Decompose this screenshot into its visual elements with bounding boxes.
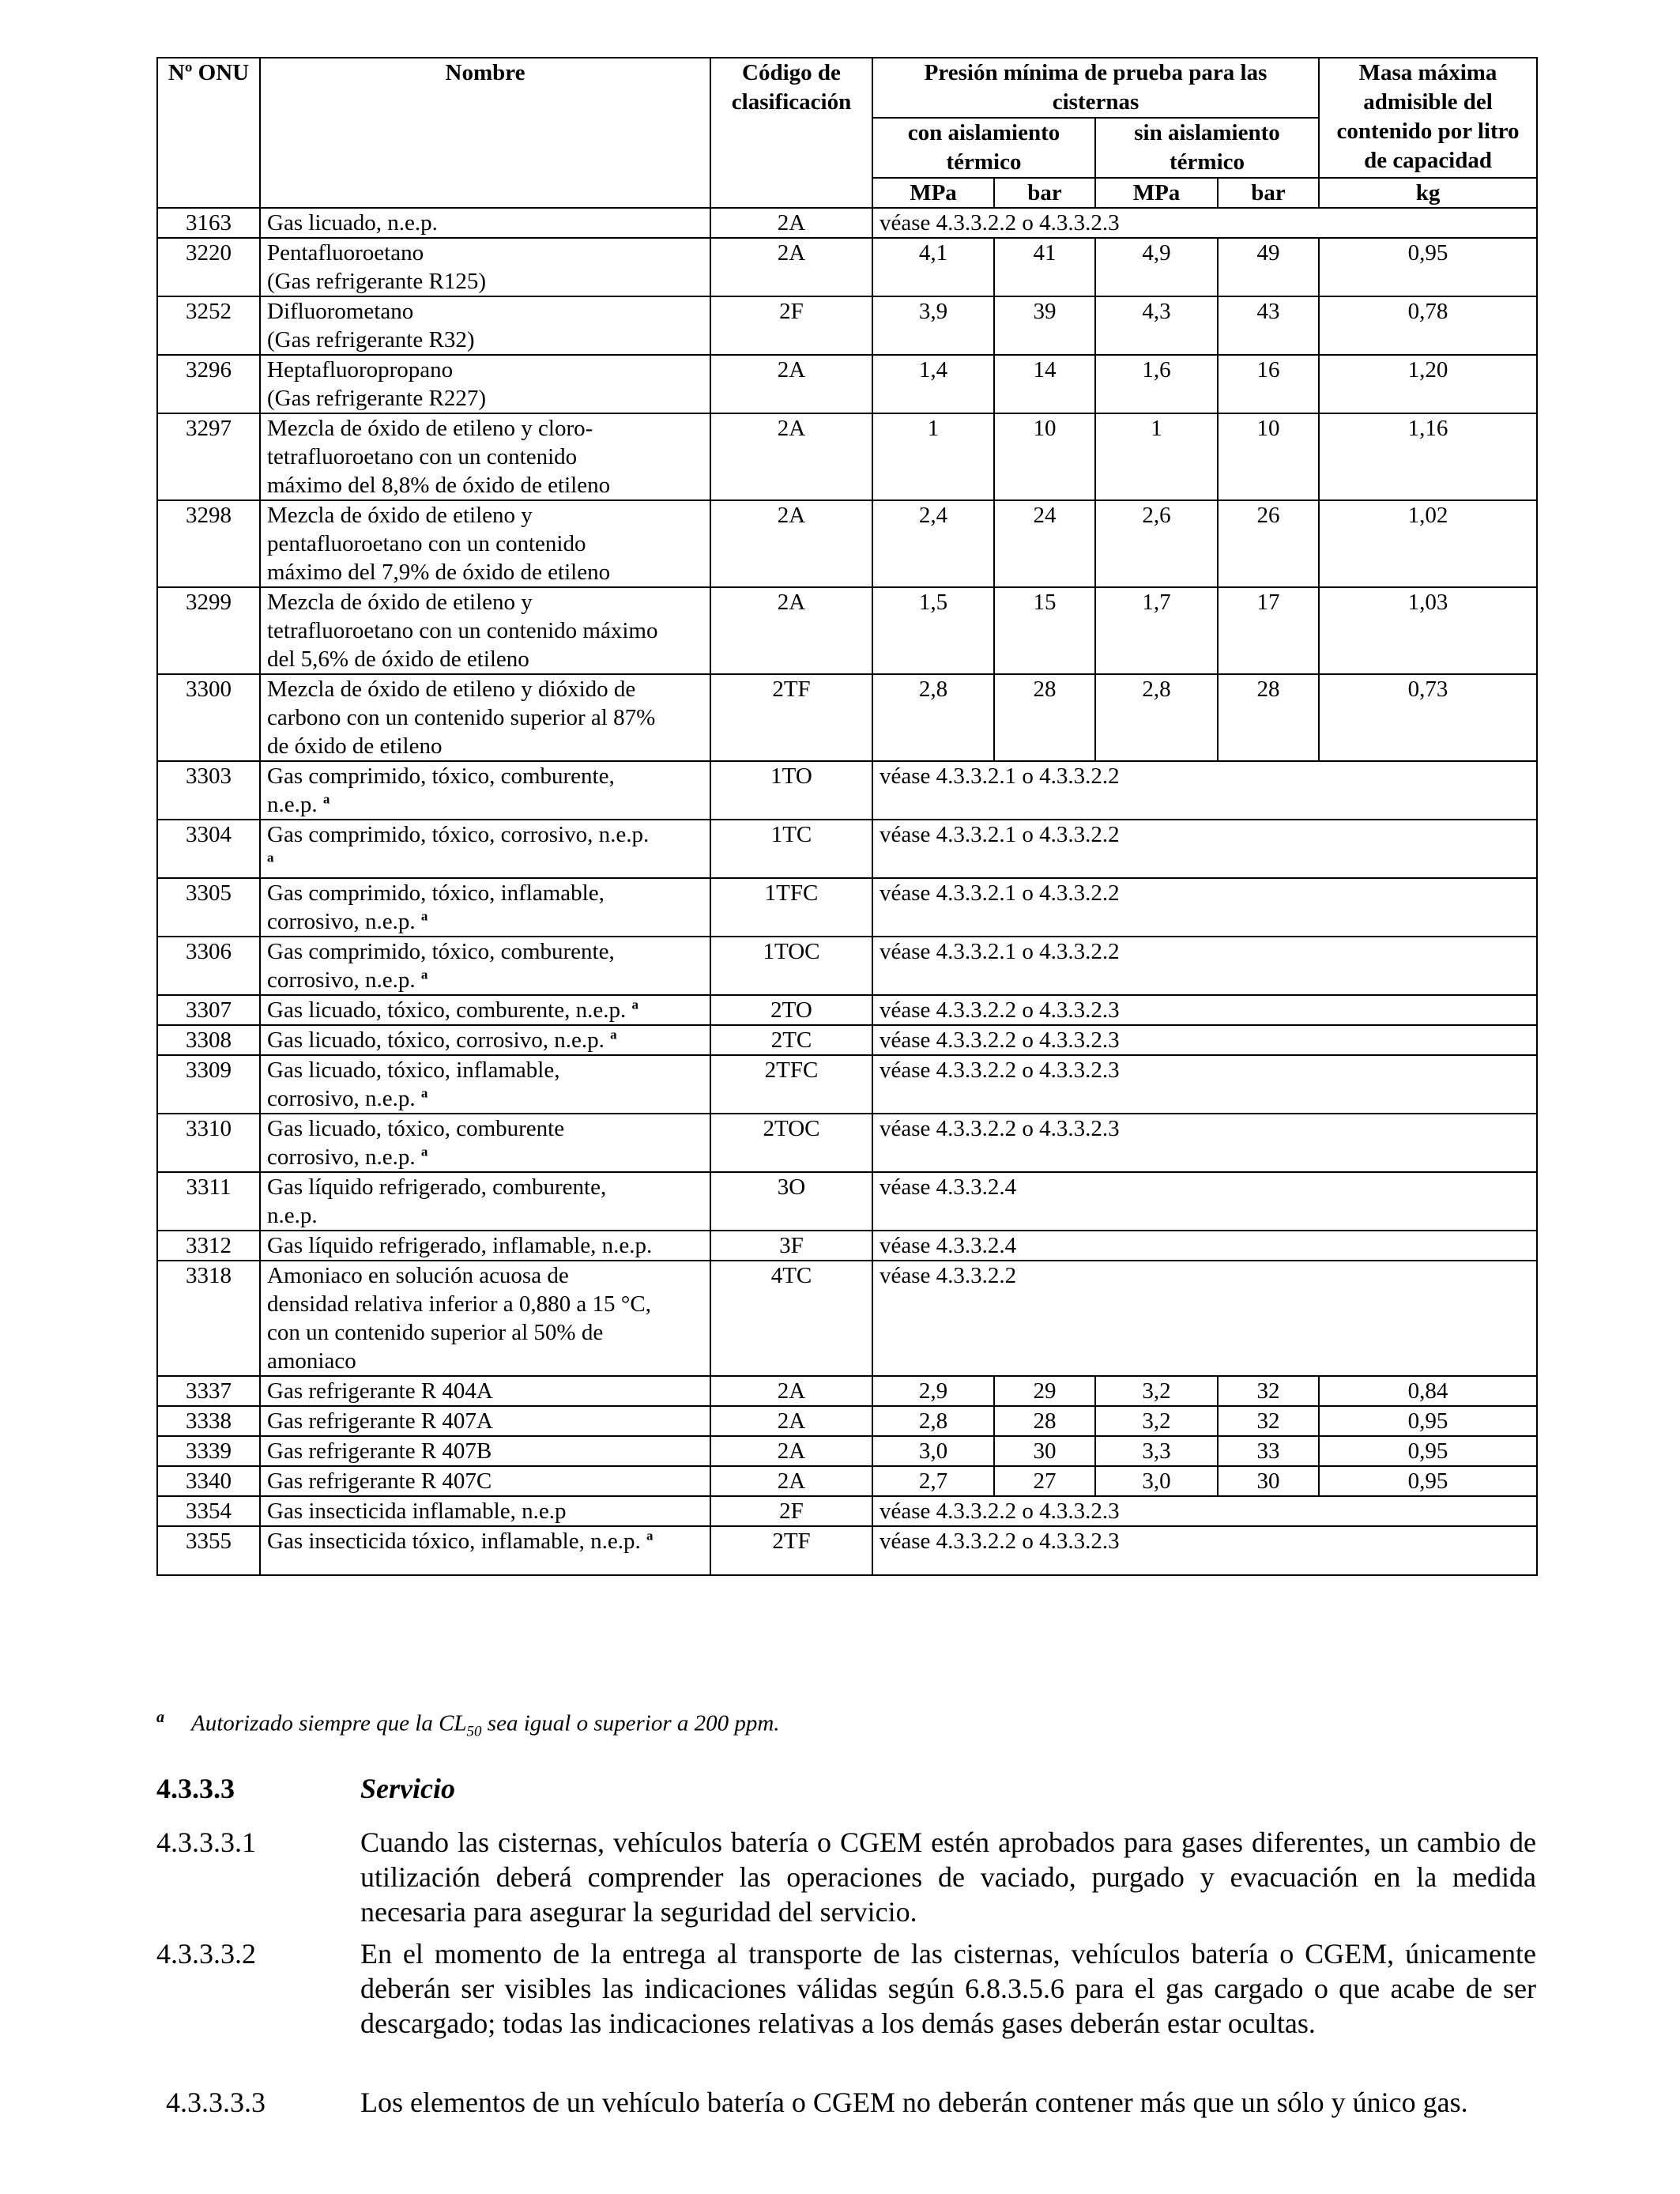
cell-nombre-line: pentafluoroetano con un contenido [267, 531, 586, 556]
cell-mpa-sin: 2,6 [1095, 500, 1218, 587]
paragraph-text: Los elementos de un vehículo batería o CGEM no deberán contener más que un sólo y único gas. [360, 2087, 1468, 2118]
cell-codigo: 2A [710, 1436, 872, 1466]
cell-reference: véase 4.3.3.2.1 o 4.3.3.2.2 [872, 820, 1537, 878]
header-row-1 [157, 58, 1537, 118]
cell-codigo: 1TFC [710, 878, 872, 937]
cell-codigo: 2A [710, 355, 872, 413]
header-nombre: Nombre [260, 58, 710, 208]
cell-codigo: 3O [710, 1172, 872, 1231]
table-row [157, 413, 1537, 500]
cell-bar-sin: 32 [1218, 1406, 1319, 1436]
cell-onu: 3307 [157, 995, 260, 1025]
cell-onu: 3318 [157, 1261, 260, 1376]
cell-nombre-line: Gas refrigerante R 407C [267, 1468, 492, 1494]
cell-nombre-line: tetrafluoroetano con un contenido máximo [267, 618, 658, 643]
table-row [157, 1261, 1537, 1376]
cell-codigo: 1TC [710, 820, 872, 878]
cell-onu: 3163 [157, 208, 260, 238]
header-sin-aislamiento: sin aislamiento térmico [1095, 118, 1319, 178]
cell-nombre-line: Gas licuado, tóxico, comburente, n.e.p. [267, 997, 627, 1023]
table-body [157, 208, 1537, 1575]
cell-nombre [260, 296, 710, 355]
unit-kg: kg [1319, 178, 1537, 208]
cell-nombre-line: Gas líquido refrigerado, inflamable, n.e.p. [267, 1233, 653, 1258]
cell-codigo: 2A [710, 1466, 872, 1496]
cell-nombre-line: Mezcla de óxido de etileno y [267, 590, 533, 615]
cell-codigo: 4TC [710, 1261, 872, 1376]
cell-kg: 0,78 [1319, 296, 1537, 355]
footnote-text-after: sea igual o superior a 200 ppm. [481, 1710, 780, 1736]
cell-kg: 0,95 [1319, 238, 1537, 296]
cell-nombre-line: n.e.p. [267, 792, 318, 817]
table-row [157, 1436, 1537, 1466]
cell-nombre-line: con un contenido superior al 50% de [267, 1320, 604, 1345]
cell-nombre-line: Gas líquido refrigerado, comburente, [267, 1174, 607, 1200]
cell-nombre-line: Difluorometano [267, 299, 414, 324]
cell-nombre-line: Gas licuado, tóxico, corrosivo, n.e.p. [267, 1027, 605, 1053]
footnote [156, 1709, 780, 1740]
cell-nombre-line: Gas comprimido, tóxico, inflamable, [267, 880, 605, 906]
paragraph-number: 4.3.3.3.3 [166, 2087, 266, 2118]
cell-nombre-line: amoniaco [267, 1348, 356, 1374]
header-con-aislamiento: con aislamiento térmico [872, 118, 1095, 178]
cell-codigo: 2A [710, 238, 872, 296]
cell-mpa-con: 1 [872, 413, 994, 500]
cell-codigo: 2A [710, 1406, 872, 1436]
cell-nombre [260, 1261, 710, 1376]
cell-mpa-con: 2,4 [872, 500, 994, 587]
cell-nombre [260, 587, 710, 674]
table-row [157, 995, 1537, 1025]
cell-reference: véase 4.3.3.2.1 o 4.3.3.2.2 [872, 761, 1537, 820]
cell-bar-con: 29 [994, 1376, 1095, 1406]
cell-kg: 0,95 [1319, 1406, 1537, 1436]
cell-bar-sin: 16 [1218, 355, 1319, 413]
cell-kg: 0,95 [1319, 1466, 1537, 1496]
cell-kg: 1,20 [1319, 355, 1537, 413]
cell-nombre [260, 238, 710, 296]
cell-codigo: 2TOC [710, 1114, 872, 1172]
paragraph-text: En el momento de la entrega al transporte de las cisternas, vehículos batería o CGEM, únicamente deberán ser visibles las indicaciones válidas según 6.8.3.5.6 para el gas cargado o que acabe de ser descargado; todas las indicaciones relativas a los demás gases deberán estar ocultas. [360, 1938, 1536, 2039]
cell-onu: 3220 [157, 238, 260, 296]
cell-nombre-line: Gas insecticida inflamable, n.e.p [267, 1498, 567, 1524]
cell-nombre-line: carbono con un contenido superior al 87% [267, 705, 656, 730]
cell-nombre-line: corrosivo, n.e.p. [267, 1086, 416, 1111]
section-title: Servicio [360, 1773, 455, 1804]
cell-bar-con: 30 [994, 1436, 1095, 1466]
cell-mpa-sin: 1,7 [1095, 587, 1218, 674]
cell-mpa-sin: 1,6 [1095, 355, 1218, 413]
cell-nombre-line: máximo del 8,8% de óxido de etileno [267, 473, 611, 498]
cell-nombre [260, 1436, 710, 1466]
table-row [157, 1231, 1537, 1261]
cell-bar-con: 28 [994, 1406, 1095, 1436]
table-row [157, 1466, 1537, 1496]
cell-mpa-sin: 3,2 [1095, 1376, 1218, 1406]
cell-codigo: 2A [710, 413, 872, 500]
paragraph-number: 4.3.3.3.2 [156, 1938, 256, 1970]
cell-nombre [260, 937, 710, 995]
cell-nombre-line: Pentafluoroetano [267, 240, 424, 266]
cell-onu: 3296 [157, 355, 260, 413]
footnote-mark: a [156, 1709, 164, 1726]
table-row [157, 1025, 1537, 1055]
cell-nombre-line: Amoniaco en solución acuosa de [267, 1263, 569, 1288]
cell-reference: véase 4.3.3.2.4 [872, 1172, 1537, 1231]
cell-nombre-line: tetrafluoroetano con un contenido [267, 444, 578, 469]
unit-mpa-sin: MPa [1095, 178, 1218, 208]
cell-bar-con: 39 [994, 296, 1095, 355]
cell-mpa-con: 2,7 [872, 1466, 994, 1496]
unit-mpa-con: MPa [872, 178, 994, 208]
cell-nombre-line: Gas insecticida tóxico, inflamable, n.e.p. [267, 1529, 641, 1554]
cell-nombre-line: (Gas refrigerante R32) [267, 327, 475, 352]
cell-onu: 3252 [157, 296, 260, 355]
table-row [157, 1526, 1537, 1575]
cell-codigo: 1TOC [710, 937, 872, 995]
cell-mpa-sin: 3,0 [1095, 1466, 1218, 1496]
cell-codigo: 2TC [710, 1025, 872, 1055]
footnote-ref: a [420, 908, 428, 924]
footnote-text-before: Autorizado siempre que la CL [191, 1710, 467, 1736]
cell-reference: véase 4.3.3.2.1 o 4.3.3.2.2 [872, 937, 1537, 995]
footnote-ref: a [420, 1085, 428, 1101]
cell-nombre-line: Gas comprimido, tóxico, comburente, [267, 939, 615, 964]
cell-bar-sin: 32 [1218, 1376, 1319, 1406]
table-row [157, 1376, 1537, 1406]
cell-mpa-con: 2,8 [872, 1406, 994, 1436]
cell-nombre [260, 761, 710, 820]
unit-bar-con: bar [994, 178, 1095, 208]
cell-nombre [260, 674, 710, 761]
cell-onu: 3305 [157, 878, 260, 937]
cell-codigo: 2A [710, 500, 872, 587]
footnote-ref: a [322, 791, 330, 807]
footnote-subscript: 50 [466, 1723, 482, 1740]
cell-bar-sin: 49 [1218, 238, 1319, 296]
table-row [157, 296, 1537, 355]
footnote-ref: a [420, 967, 428, 982]
cell-bar-con: 41 [994, 238, 1095, 296]
paragraph-text: Cuando las cisternas, vehículos batería o CGEM estén aprobados para gases diferentes, un cambio de utilización deberá comprender las operaciones de vaciado, purgado y evacuación en la medida necesaria para asegurar la seguridad del servicio. [360, 1826, 1536, 1928]
gas-table [156, 57, 1538, 1576]
section-heading [156, 1771, 1536, 1806]
cell-onu: 3304 [157, 820, 260, 878]
cell-nombre-line: Heptafluoropropano [267, 357, 454, 383]
cell-codigo: 1TO [710, 761, 872, 820]
cell-nombre-line: Mezcla de óxido de etileno y cloro- [267, 416, 593, 441]
cell-nombre [260, 1055, 710, 1114]
cell-nombre-line: densidad relativa inferior a 0,880 a 15 °C, [267, 1291, 651, 1317]
footnote-ref: a [420, 1144, 428, 1159]
cell-onu: 3354 [157, 1496, 260, 1526]
cell-mpa-sin: 2,8 [1095, 674, 1218, 761]
cell-nombre-line: Gas refrigerante R 407B [267, 1438, 492, 1464]
cell-nombre-line: de óxido de etileno [267, 733, 443, 759]
cell-codigo: 2TF [710, 1526, 872, 1575]
cell-onu: 3297 [157, 413, 260, 500]
cell-bar-con: 14 [994, 355, 1095, 413]
cell-onu: 3338 [157, 1406, 260, 1436]
cell-kg: 0,73 [1319, 674, 1537, 761]
cell-onu: 3306 [157, 937, 260, 995]
cell-reference: véase 4.3.3.2.2 o 4.3.3.2.3 [872, 1526, 1537, 1575]
cell-mpa-sin: 4,3 [1095, 296, 1218, 355]
cell-reference: véase 4.3.3.2.2 o 4.3.3.2.3 [872, 1025, 1537, 1055]
cell-kg: 1,16 [1319, 413, 1537, 500]
unit-bar-sin: bar [1218, 178, 1319, 208]
cell-onu: 3312 [157, 1231, 260, 1261]
cell-bar-sin: 30 [1218, 1466, 1319, 1496]
cell-onu: 3337 [157, 1376, 260, 1406]
paragraph-number: 4.3.3.3.1 [156, 1826, 256, 1858]
cell-nombre [260, 1231, 710, 1261]
table-row [157, 587, 1537, 674]
cell-onu: 3299 [157, 587, 260, 674]
table-row [157, 1406, 1537, 1436]
cell-nombre [260, 1376, 710, 1406]
cell-kg: 0,84 [1319, 1376, 1537, 1406]
cell-reference: véase 4.3.3.2.2 o 4.3.3.2.3 [872, 1496, 1537, 1526]
paragraph-4-3-3-3-2 [156, 1936, 1536, 2041]
cell-bar-sin: 17 [1218, 587, 1319, 674]
cell-nombre-line: máximo del 7,9% de óxido de etileno [267, 560, 611, 585]
cell-nombre-line: corrosivo, n.e.p. [267, 909, 416, 934]
footnote-ref: a [631, 997, 638, 1012]
cell-reference: véase 4.3.3.2.2 o 4.3.3.2.3 [872, 1114, 1537, 1172]
cell-bar-sin: 28 [1218, 674, 1319, 761]
cell-nombre-line: Mezcla de óxido de etileno y dióxido de [267, 677, 636, 702]
cell-bar-con: 27 [994, 1466, 1095, 1496]
cell-onu: 3340 [157, 1466, 260, 1496]
cell-onu: 3300 [157, 674, 260, 761]
cell-codigo: 2TO [710, 995, 872, 1025]
cell-nombre-line: Gas refrigerante R 404A [267, 1378, 493, 1404]
cell-mpa-con: 3,0 [872, 1436, 994, 1466]
table-row [157, 1496, 1537, 1526]
cell-nombre-line: Gas refrigerante R 407A [267, 1408, 493, 1434]
cell-onu: 3311 [157, 1172, 260, 1231]
cell-mpa-sin: 1 [1095, 413, 1218, 500]
section-number: 4.3.3.3 [156, 1773, 235, 1804]
cell-reference: véase 4.3.3.2.2 o 4.3.3.2.3 [872, 1055, 1537, 1114]
cell-nombre [260, 1025, 710, 1055]
cell-nombre-line: Mezcla de óxido de etileno y [267, 503, 533, 528]
cell-nombre [260, 500, 710, 587]
cell-nombre-line: Gas comprimido, tóxico, comburente, [267, 763, 615, 789]
table-row [157, 1172, 1537, 1231]
cell-nombre [260, 995, 710, 1025]
header-masa: Masa máxima admisible del contenido por litro de capacidad [1319, 58, 1537, 178]
table-row [157, 355, 1537, 413]
cell-kg: 1,02 [1319, 500, 1537, 587]
cell-nombre-line: corrosivo, n.e.p. [267, 967, 416, 993]
cell-codigo: 2TFC [710, 1055, 872, 1114]
cell-onu: 3298 [157, 500, 260, 587]
cell-mpa-sin: 4,9 [1095, 238, 1218, 296]
table-row [157, 878, 1537, 937]
cell-reference: véase 4.3.3.2.2 o 4.3.3.2.3 [872, 208, 1537, 238]
table-row [157, 820, 1537, 878]
cell-bar-sin: 33 [1218, 1436, 1319, 1466]
header-codigo: Código de clasificación [710, 58, 872, 208]
cell-codigo: 2F [710, 296, 872, 355]
cell-nombre-line: n.e.p. [267, 1203, 318, 1228]
cell-onu: 3339 [157, 1436, 260, 1466]
cell-mpa-con: 2,9 [872, 1376, 994, 1406]
cell-nombre-line: Gas licuado, tóxico, inflamable, [267, 1057, 560, 1083]
cell-kg: 0,95 [1319, 1436, 1537, 1466]
cell-bar-sin: 43 [1218, 296, 1319, 355]
cell-codigo: 2TF [710, 674, 872, 761]
cell-nombre-line: Gas licuado, tóxico, comburente [267, 1116, 565, 1141]
cell-nombre [260, 413, 710, 500]
cell-bar-con: 28 [994, 674, 1095, 761]
cell-reference: véase 4.3.3.2.1 o 4.3.3.2.2 [872, 878, 1537, 937]
table-row [157, 1055, 1537, 1114]
table-row [157, 937, 1537, 995]
cell-bar-sin: 10 [1218, 413, 1319, 500]
cell-codigo: 2A [710, 208, 872, 238]
cell-nombre [260, 355, 710, 413]
cell-bar-sin: 26 [1218, 500, 1319, 587]
cell-mpa-sin: 3,3 [1095, 1436, 1218, 1466]
cell-mpa-con: 2,8 [872, 674, 994, 761]
cell-reference: véase 4.3.3.2.2 [872, 1261, 1537, 1376]
header-onu: Nº ONU [157, 58, 260, 208]
cell-nombre [260, 1406, 710, 1436]
cell-nombre [260, 1496, 710, 1526]
cell-nombre [260, 1466, 710, 1496]
cell-nombre-line: corrosivo, n.e.p. [267, 1144, 416, 1170]
cell-nombre [260, 1172, 710, 1231]
cell-kg: 1,03 [1319, 587, 1537, 674]
table-row [157, 238, 1537, 296]
cell-onu: 3308 [157, 1025, 260, 1055]
cell-nombre-line: Gas licuado, n.e.p. [267, 210, 438, 236]
footnote-ref: a [610, 1027, 617, 1042]
paragraph-4-3-3-3-3 [156, 2085, 1536, 2120]
table-row [157, 1114, 1537, 1172]
cell-codigo: 2A [710, 1376, 872, 1406]
cell-codigo: 2F [710, 1496, 872, 1526]
paragraph-4-3-3-3-1 [156, 1825, 1536, 1929]
cell-bar-con: 10 [994, 413, 1095, 500]
table-row [157, 500, 1537, 587]
cell-nombre-line: (Gas refrigerante R227) [267, 386, 486, 411]
cell-reference: véase 4.3.3.2.2 o 4.3.3.2.3 [872, 995, 1537, 1025]
footnote-ref: a [646, 1528, 654, 1544]
cell-nombre-line: (Gas refrigerante R125) [267, 269, 486, 294]
cell-bar-con: 24 [994, 500, 1095, 587]
cell-mpa-con: 3,9 [872, 296, 994, 355]
cell-nombre [260, 878, 710, 937]
footnote-ref: a [267, 850, 274, 865]
cell-reference: véase 4.3.3.2.4 [872, 1231, 1537, 1261]
cell-onu: 3355 [157, 1526, 260, 1575]
table-row [157, 208, 1537, 238]
cell-onu: 3310 [157, 1114, 260, 1172]
cell-nombre-line: del 5,6% de óxido de etileno [267, 647, 529, 672]
cell-nombre [260, 1114, 710, 1172]
cell-mpa-con: 4,1 [872, 238, 994, 296]
cell-mpa-sin: 3,2 [1095, 1406, 1218, 1436]
cell-onu: 3303 [157, 761, 260, 820]
cell-onu: 3309 [157, 1055, 260, 1114]
header-presion: Presión mínima de prueba para las cisternas [872, 58, 1319, 118]
cell-nombre [260, 1526, 710, 1575]
cell-mpa-con: 1,5 [872, 587, 994, 674]
cell-codigo: 3F [710, 1231, 872, 1261]
cell-codigo: 2A [710, 587, 872, 674]
cell-bar-con: 15 [994, 587, 1095, 674]
table-row [157, 761, 1537, 820]
table-row [157, 674, 1537, 761]
cell-mpa-con: 1,4 [872, 355, 994, 413]
cell-nombre-line: Gas comprimido, tóxico, corrosivo, n.e.p. [267, 822, 650, 847]
cell-nombre [260, 820, 710, 878]
cell-nombre [260, 208, 710, 238]
